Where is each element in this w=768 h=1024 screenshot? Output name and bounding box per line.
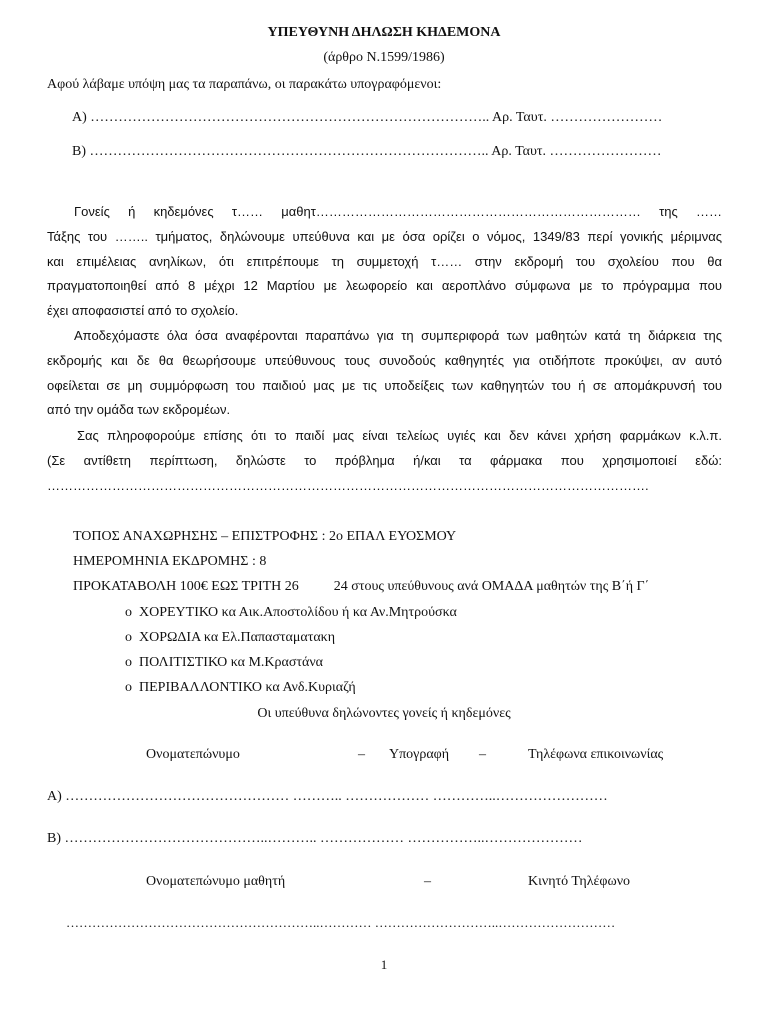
paragraph-line: ………………………………………………………………………………………………………………………….	[47, 477, 649, 493]
deposit-note: 24 στους υπεύθυνους ανά ΟΜΑΔΑ μαθητών της Β΄ή Γ΄	[333, 579, 650, 594]
column-name: Ονοματεπώνυμο	[146, 747, 240, 762]
group-label: ΠΕΡΙΒΑΛΛΟΝΤΙΚΟ κα Ανδ.Κυριαζή	[139, 680, 356, 695]
responsibility-paragraph	[47, 324, 722, 423]
paragraph-line: έχει αποφασιστεί από το σχολείο.	[47, 303, 239, 319]
paragraph-line: από την ομάδα των εκδρομέων.	[47, 402, 231, 418]
column-separator: –	[424, 874, 431, 889]
paragraph-line: Σας πληροφορούμε επίσης ότι το παιδί μας είναι τελείως υγιές και δεν κάνει χρήση φαρμάκων κ.λ.π.	[77, 428, 722, 443]
deposit-info	[73, 579, 649, 595]
column-student-name: Ονοματεπώνυμο μαθητή	[146, 874, 286, 889]
student-row: …………………………………………………..………… ………………………..………………………	[66, 915, 616, 930]
deposit-amount: ΠΡΟΚΑΤΑΒΟΛΗ 100€ ΕΩΣ ΤΡΙΤΗ 26	[73, 579, 299, 594]
column-phones: Τηλέφωνα επικοινωνίας	[528, 747, 664, 762]
paragraph-line: Γονείς ή κηδεμόνες τ…… μαθητ………………………………………………………………… της ……	[74, 204, 722, 219]
declarants-heading: Οι υπεύθυνα δηλώνοντες γονείς ή κηδεμόνες	[257, 706, 511, 721]
bullet-icon: o	[125, 630, 132, 645]
document-subtitle: (άρθρο Ν.1599/1986)	[323, 50, 445, 65]
group-label: ΧΟΡΩΔΙΑ κα Ελ.Παπασταματακη	[139, 630, 336, 645]
column-mobile-phone: Κινητό Τηλέφωνο	[528, 874, 631, 889]
consent-paragraph	[47, 200, 722, 324]
signer-a-line: Α) ………………………………………………………………………….. Αρ. Ταυτ. ……………………	[72, 110, 663, 125]
group-item	[125, 655, 323, 671]
signature-row-a: Α) ………………………………………… ……….. ……………… …………..……………………	[47, 789, 608, 804]
paragraph-line: (Σε αντίθετη περίπτωση, δηλώστε το πρόβλημα ή/και τα φάρμακα που χρησιμοποιεί εδώ:	[47, 452, 722, 468]
departure-location: ΤΟΠΟΣ ΑΝΑΧΩΡΗΣΗΣ – ΕΠΙΣΤΡΟΦΗΣ : 2ο ΕΠΑΛ ΕΥΟΣΜΟΥ	[73, 529, 457, 544]
column-separator: –	[479, 747, 486, 762]
paragraph-line: πραγματοποιηθεί από 8 μέχρι 12 Μαρτίου με λεωφορείο και αεροπλάνο σύμφωνα με το πρόγραμμα που	[47, 278, 722, 294]
paragraph-line: Τάξης του …….. τμήματος, δηλώνουμε υπεύθυνα και με όσα ορίζει ο νόμος, 1349/83 περί γονικής μέριμνας	[47, 228, 722, 244]
paragraph-line: οφείλεται σε μη συμμόρφωση του παιδιού μας με τις υποδείξεις των καθηγητών του ή σε απομάκρυνσή του	[47, 377, 722, 393]
paragraph-line: εκδρομής και δε θα θεωρήσουμε υπεύθυνους τους συνοδούς καθηγητές για οτιδήποτε προκύψει, αν αυτό	[47, 352, 722, 368]
trip-date: ΗΜΕΡΟΜΗΝΙΑ ΕΚΔΡΟΜΗΣ : 8	[73, 554, 267, 569]
page-number: 1	[380, 957, 388, 972]
group-item	[125, 605, 457, 621]
health-paragraph	[47, 424, 722, 498]
group-label: ΠΟΛΙΤΙΣΤΙΚΟ κα Μ.Κραστάνα	[139, 655, 324, 670]
group-label: ΧΟΡΕΥΤΙΚΟ κα Αικ.Αποστολίδου ή κα Αν.Μητρούσκα	[139, 605, 457, 620]
signer-b-line: Β) ………………………………………………………………………….. Αρ. Ταυτ. ……………………	[72, 144, 662, 159]
bullet-icon: o	[125, 655, 132, 670]
column-signature: Υπογραφή	[389, 747, 450, 762]
group-item	[125, 680, 356, 696]
bullet-icon: o	[125, 680, 132, 695]
document-title: ΥΠΕΥΘΥΝΗ ΔΗΛΩΣΗ ΚΗΔΕΜΟΝΑ	[267, 25, 501, 40]
column-separator: –	[358, 747, 365, 762]
paragraph-line: και επιμέλειας ανηλίκων, ότι επιτρέπουμε τη συμμετοχή τ…… στην εκδρομή του σχολείου που θα	[47, 253, 722, 269]
group-item	[125, 630, 335, 646]
intro-text: Αφού λάβαμε υπόψη μας τα παραπάνω, οι παρακάτω υπογραφόμενοι:	[47, 77, 442, 92]
paragraph-line: Αποδεχόμαστε όλα όσα αναφέρονται παραπάνω για τη συμπεριφορά των μαθητών κατά τη διάρκεια της	[74, 328, 722, 343]
signature-row-b: Β) ……………………………………..……….. ……………… ……………..…………………	[47, 831, 583, 846]
bullet-icon: o	[125, 605, 132, 620]
